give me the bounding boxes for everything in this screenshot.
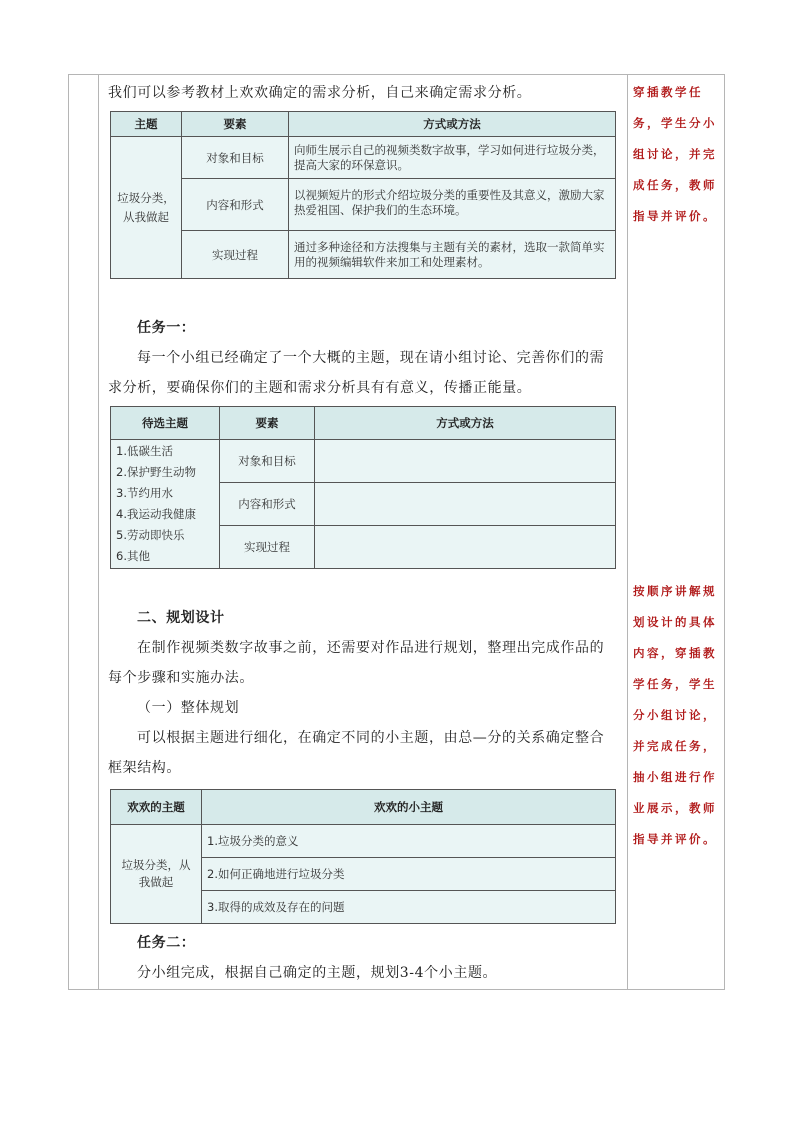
table1-element: 内容和形式 — [182, 179, 289, 231]
table2-topic-list — [111, 440, 220, 569]
task2-text: 分小组完成，根据自己确定的主题，规划3-4个小主题。 — [137, 965, 498, 981]
table3-subtopic: 1.垃圾分类的意义 — [202, 825, 616, 858]
table1-element: 实现过程 — [182, 231, 289, 279]
table2-element: 内容和形式 — [220, 483, 315, 526]
table3-topic-cell — [111, 825, 202, 924]
demand-analysis-table — [110, 111, 616, 279]
table2-element: 对象和目标 — [220, 440, 315, 483]
side-note-task1: 穿插教学任务，学生分小组讨论，并完成任务，教师指导并评价。 — [633, 85, 717, 223]
table3-header-subtopic: 欢欢的小主题 — [202, 790, 616, 825]
table1-header-element: 要素 — [182, 112, 289, 137]
table3-subtopic: 3.取得的成效及存在的问题 — [202, 891, 616, 924]
candidate-topic: 1.低碳生活 — [116, 444, 173, 458]
table1-header-topic: 主题 — [111, 112, 182, 137]
subtopic-table — [110, 789, 616, 924]
table2-header-element: 要素 — [220, 407, 315, 440]
table1-topic-cell — [111, 137, 182, 279]
section2-heading: 二、规划设计 — [137, 610, 225, 626]
table2-element: 实现过程 — [220, 526, 315, 569]
candidate-topic: 3.节约用水 — [116, 486, 173, 500]
table3-header-topic: 欢欢的主题 — [111, 790, 202, 825]
table1-method: 以视频短片的形式介绍垃圾分类的重要性及其意义，激励大家热爱祖国、保护我们的生态环境。 — [289, 179, 616, 231]
table1-method: 向师生展示自己的视频类数字故事，学习如何进行垃圾分类，提高大家的环保意识。 — [289, 137, 616, 179]
table2-answer-cell[interactable] — [315, 483, 616, 526]
table1-header-method: 方式或方法 — [289, 112, 616, 137]
table2-header-method: 方式或方法 — [315, 407, 616, 440]
side-note-planning: 按顺序讲解规划设计的具体内容，穿插教学任务，学生分小组讨论，并完成任务，抽小组进行作业展示，教师指导并评价。 — [633, 584, 717, 846]
table1-method: 通过多种途径和方法搜集与主题有关的素材，选取一款简单实用的视频编辑软件来加工和处理素材。 — [289, 231, 616, 279]
task2-title: 任务二： — [137, 935, 196, 951]
task1-title: 任务一： — [137, 320, 196, 336]
table1-topic: 垃圾分类，从我做起 — [117, 190, 175, 224]
table2-header-topic: 待选主题 — [111, 407, 220, 440]
table2-answer-cell[interactable] — [315, 440, 616, 483]
candidate-topic: 5.劳动即快乐 — [116, 528, 185, 542]
table3-topic: 垃圾分类，从我做起 — [121, 858, 191, 889]
intro-text: 我们可以参考教材上欢欢确定的需求分析，自己来确定需求分析。 — [108, 85, 532, 101]
candidate-topic: 2.保护野生动物 — [116, 465, 196, 479]
column-divider-left — [98, 74, 99, 990]
candidate-topic: 4.我运动我健康 — [116, 507, 196, 521]
column-divider-right — [627, 74, 628, 990]
table3-subtopic: 2.如何正确地进行垃圾分类 — [202, 858, 616, 891]
table2-answer-cell[interactable] — [315, 526, 616, 569]
candidate-topic: 6.其他 — [116, 549, 150, 563]
lesson-content — [108, 74, 618, 988]
table1-element: 对象和目标 — [182, 137, 289, 179]
section2-para1: 在制作视频类数字故事之前，还需要对作品进行规划，整理出完成作品的每个步骤和实施办法。 — [108, 640, 605, 686]
section2-para2: 可以根据主题进行细化，在确定不同的小主题，由总—分的关系确定整合框架结构。 — [108, 730, 605, 776]
task1-text: 每一个小组已经确定了一个大概的主题，现在请小组讨论、完善你们的需求分析，要确保你们的主题和需求分析具有有意义，传播正能量。 — [108, 350, 605, 396]
section2-subheading: （一）整体规划 — [137, 700, 240, 716]
topic-selection-table — [110, 406, 616, 569]
